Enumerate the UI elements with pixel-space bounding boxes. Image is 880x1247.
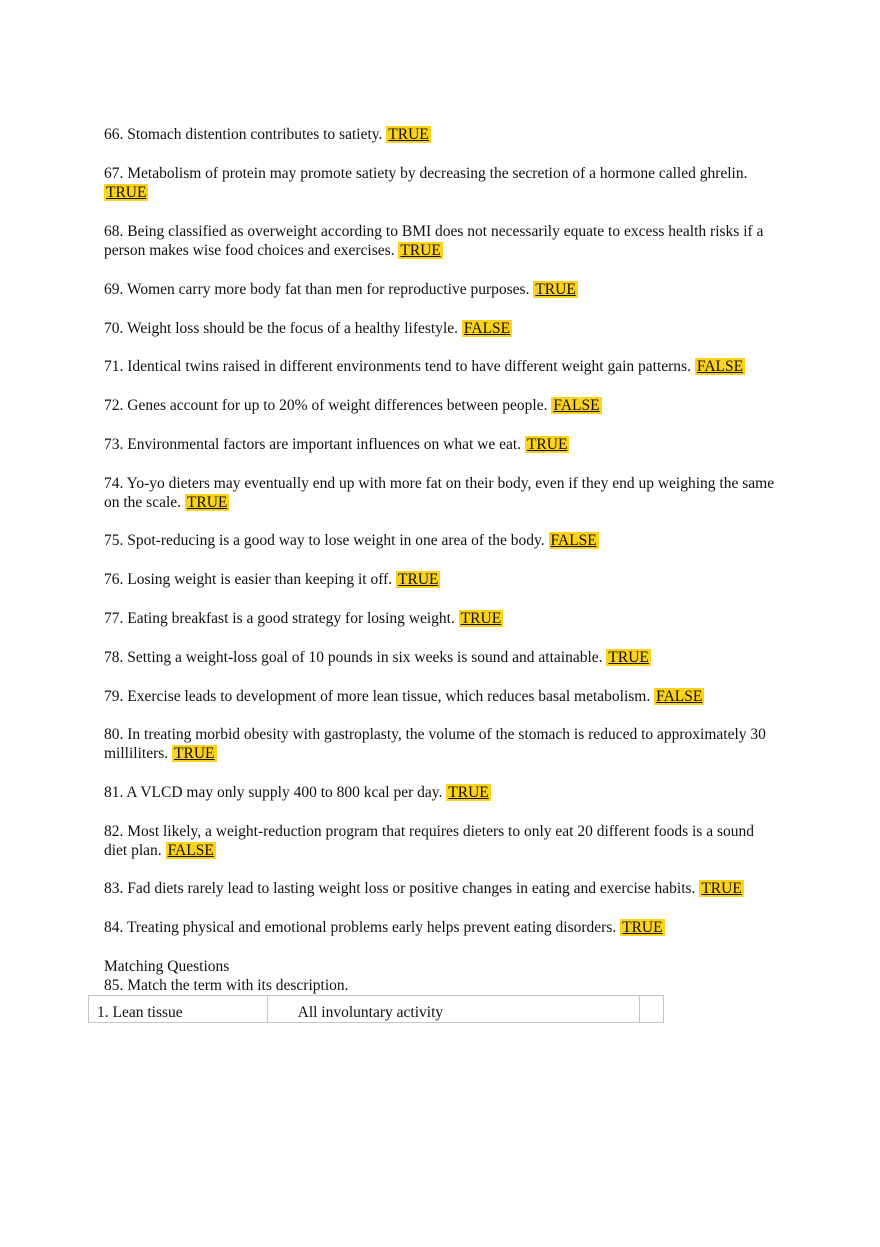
question-84: [104, 918, 776, 937]
question-text: 84. Treating physical and emotional problems early helps prevent eating disorders.: [104, 919, 621, 936]
question-78: [104, 648, 776, 667]
answer-highlight: TRUE: [388, 126, 429, 143]
question-text: 80. In treating morbid obesity with gastroplasty, the volume of the stomach is reduced to approximately 30 milliliters.: [104, 726, 766, 762]
answer-highlight: TRUE: [106, 184, 147, 201]
answer-highlight: FALSE: [553, 397, 600, 414]
matching-instruction: 85. Match the term with its description.: [104, 977, 349, 994]
answer-highlight: FALSE: [550, 532, 597, 549]
answer-highlight: FALSE: [696, 358, 744, 375]
question-74: [104, 474, 776, 512]
matching-answer-cell: [639, 996, 663, 1023]
question-text: 72. Genes account for up to 20% of weight differences between people.: [104, 397, 552, 414]
question-text: 82. Most likely, a weight-reduction program that requires dieters to only eat 20 different foods is a sound diet plan.: [104, 823, 754, 859]
answer-highlight: FALSE: [167, 842, 214, 859]
question-73: [104, 435, 776, 454]
question-text: 76. Losing weight is easier than keeping it off.: [104, 571, 397, 588]
question-text: 83. Fad diets rarely lead to lasting weight loss or positive changes in eating and exercise habits.: [104, 880, 700, 897]
answer-highlight: TRUE: [448, 784, 489, 801]
question-text: 75. Spot-reducing is a good way to lose weight in one area of the body.: [104, 532, 549, 549]
question-text: 74. Yo-yo dieters may eventually end up with more fat on their body, even if they end up weighing the same on the scale.: [104, 475, 775, 511]
question-77: [104, 609, 776, 628]
matching-heading: Matching Questions: [104, 958, 230, 975]
question-text: 81. A VLCD may only supply 400 to 800 kcal per day.: [104, 784, 447, 801]
answer-highlight: TRUE: [398, 571, 439, 588]
question-text: 67. Metabolism of protein may promote satiety by decreasing the secretion of a hormone called ghrelin.: [104, 165, 748, 182]
question-66: [104, 125, 776, 144]
question-70: [104, 319, 776, 338]
answer-highlight: TRUE: [460, 610, 502, 627]
answer-highlight: TRUE: [174, 745, 215, 762]
question-81: [104, 783, 776, 802]
question-69: [104, 280, 776, 299]
question-text: 66. Stomach distention contributes to satiety.: [104, 126, 387, 143]
matching-term: 1. Lean tissue: [89, 996, 268, 1023]
answer-highlight: TRUE: [622, 919, 663, 936]
question-text: 68. Being classified as overweight according to BMI does not necessarily equate to excess health risks if a person makes wise food choices and exercises.: [104, 223, 764, 259]
answer-highlight: FALSE: [656, 688, 703, 705]
answer-highlight: TRUE: [526, 436, 568, 453]
matching-description: All involuntary activity: [267, 996, 639, 1023]
matching-table: [88, 995, 664, 1023]
question-71: [104, 357, 776, 376]
answer-highlight: FALSE: [463, 320, 511, 337]
answer-highlight: TRUE: [186, 494, 228, 511]
question-68: [104, 222, 776, 260]
question-text: 71. Identical twins raised in different environments tend to have different weight gain patterns.: [104, 358, 695, 375]
answer-highlight: TRUE: [701, 880, 742, 897]
question-79: [104, 687, 776, 706]
question-82: [104, 822, 776, 860]
question-text: 69. Women carry more body fat than men for reproductive purposes.: [104, 281, 534, 298]
question-text: 77. Eating breakfast is a good strategy for losing weight.: [104, 610, 459, 627]
question-83: [104, 879, 776, 898]
question-text: 70. Weight loss should be the focus of a healthy lifestyle.: [104, 320, 462, 337]
question-72: [104, 396, 776, 415]
answer-highlight: TRUE: [608, 649, 649, 666]
table-row: [89, 996, 664, 1023]
answer-highlight: TRUE: [535, 281, 576, 298]
question-text: 79. Exercise leads to development of more lean tissue, which reduces basal metabolism.: [104, 688, 655, 705]
question-75: [104, 531, 776, 550]
question-76: [104, 570, 776, 589]
answer-highlight: TRUE: [400, 242, 441, 259]
question-67: [104, 164, 776, 202]
question-text: 78. Setting a weight-loss goal of 10 pounds in six weeks is sound and attainable.: [104, 649, 607, 666]
question-80: [104, 725, 776, 763]
question-text: 73. Environmental factors are important influences on what we eat.: [104, 436, 525, 453]
